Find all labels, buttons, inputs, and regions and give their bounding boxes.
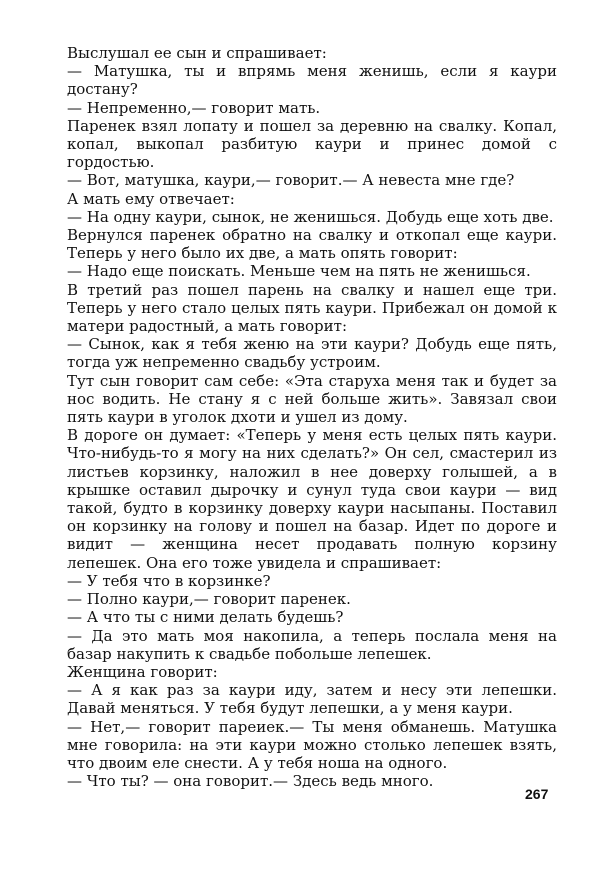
paragraph-14: — У тебя что в корзинке? <box>67 571 271 590</box>
paragraph-10: В третий раз пошел парень на свалку и нашел еще три. Теперь у него стало целых пять каури. Прибежал он домой к матери радостный, а мать говорит: <box>67 280 557 336</box>
paragraph-20: — Нет,— говорит пареиек.— Ты меня обманешь. Матушка мне говорила: на эти каури можно столько лепешек взять, что двоим еле снести. А у тебя ноша на одного. <box>67 717 557 772</box>
paragraph-9: — Надо еще поискать. Меньше чем на пять не женишься. <box>67 262 531 281</box>
paragraph-3: — Непременно,— говорит мать. <box>67 98 321 117</box>
paragraph-8: Вернулся паренек обратно на свалку и откопал еще каури. Теперь у него было их две, а мать опять говорит: <box>67 226 557 263</box>
paragraph-21: — Что ты? — она говорит.— Здесь ведь много. <box>67 772 434 791</box>
paragraph-6: А мать ему отвечает: <box>67 189 235 208</box>
paragraph-15: — Полно каури,— говорит паренек. <box>67 590 351 609</box>
paragraph-13: В дороге он думает: «Теперь у меня есть целых пять каури. Что-нибудь-то я могу на них сделать?» Он сел, смастерил из листьев корзинку, наложил в нее доверху голышей, а в крышке оставил дырочку и сунул туда свои каури — вид такой, будто в корзинку доверху каури насыпаны. Поставил он корзинку на голову и пошел на базар. Идет по дороге и видит — женщина несет продавать полную корзину лепешек. Она его тоже увидела и спрашивает: <box>67 426 557 572</box>
paragraph-1: Выслушал ее сын и спрашивает: <box>67 44 327 62</box>
paragraph-12: Тут сын говорит сам себе: «Эта старуха меня так и будет за нос водить. Не стану я с ней больше жить». Завязал свои пять каури в уголок дхоти и ушел из дому. <box>67 371 557 427</box>
paragraph-5: — Вот, матушка, каури,— говорит.— А невеста мне где? <box>67 171 515 190</box>
paragraph-2: — Матушка, ты и впрямь меня женишь, если я каури достану? <box>67 62 557 99</box>
paragraph-17: — Да это мать моя накопила, а теперь послала меня на базар накупить к свадьбе побольше лепешек. <box>67 626 557 663</box>
paragraph-18: Женщина говорит: <box>67 662 218 681</box>
page-number: 267 <box>525 786 549 802</box>
paragraph-19: — А я как раз за каури иду, затем и несу эти лепешки. Давай меняться. У тебя будут лепешки, а у меня каури. <box>67 681 557 718</box>
paragraph-11: — Сынок, как я тебя женю на эти каури? Добудь еще пять, тогда уж непременно свадьбу устроим. <box>67 335 557 372</box>
paragraph-7: — На одну каури, сынок, не женишься. Добудь еще хоть две. <box>67 207 554 226</box>
paragraph-4: Паренек взял лопату и пошел за деревню на свалку. Копал, копал, выкопал разбитую каури и принес домой с гордостью. <box>67 116 557 172</box>
paragraph-16: — А что ты с ними делать будешь? <box>67 608 344 627</box>
page-body <box>67 44 557 790</box>
